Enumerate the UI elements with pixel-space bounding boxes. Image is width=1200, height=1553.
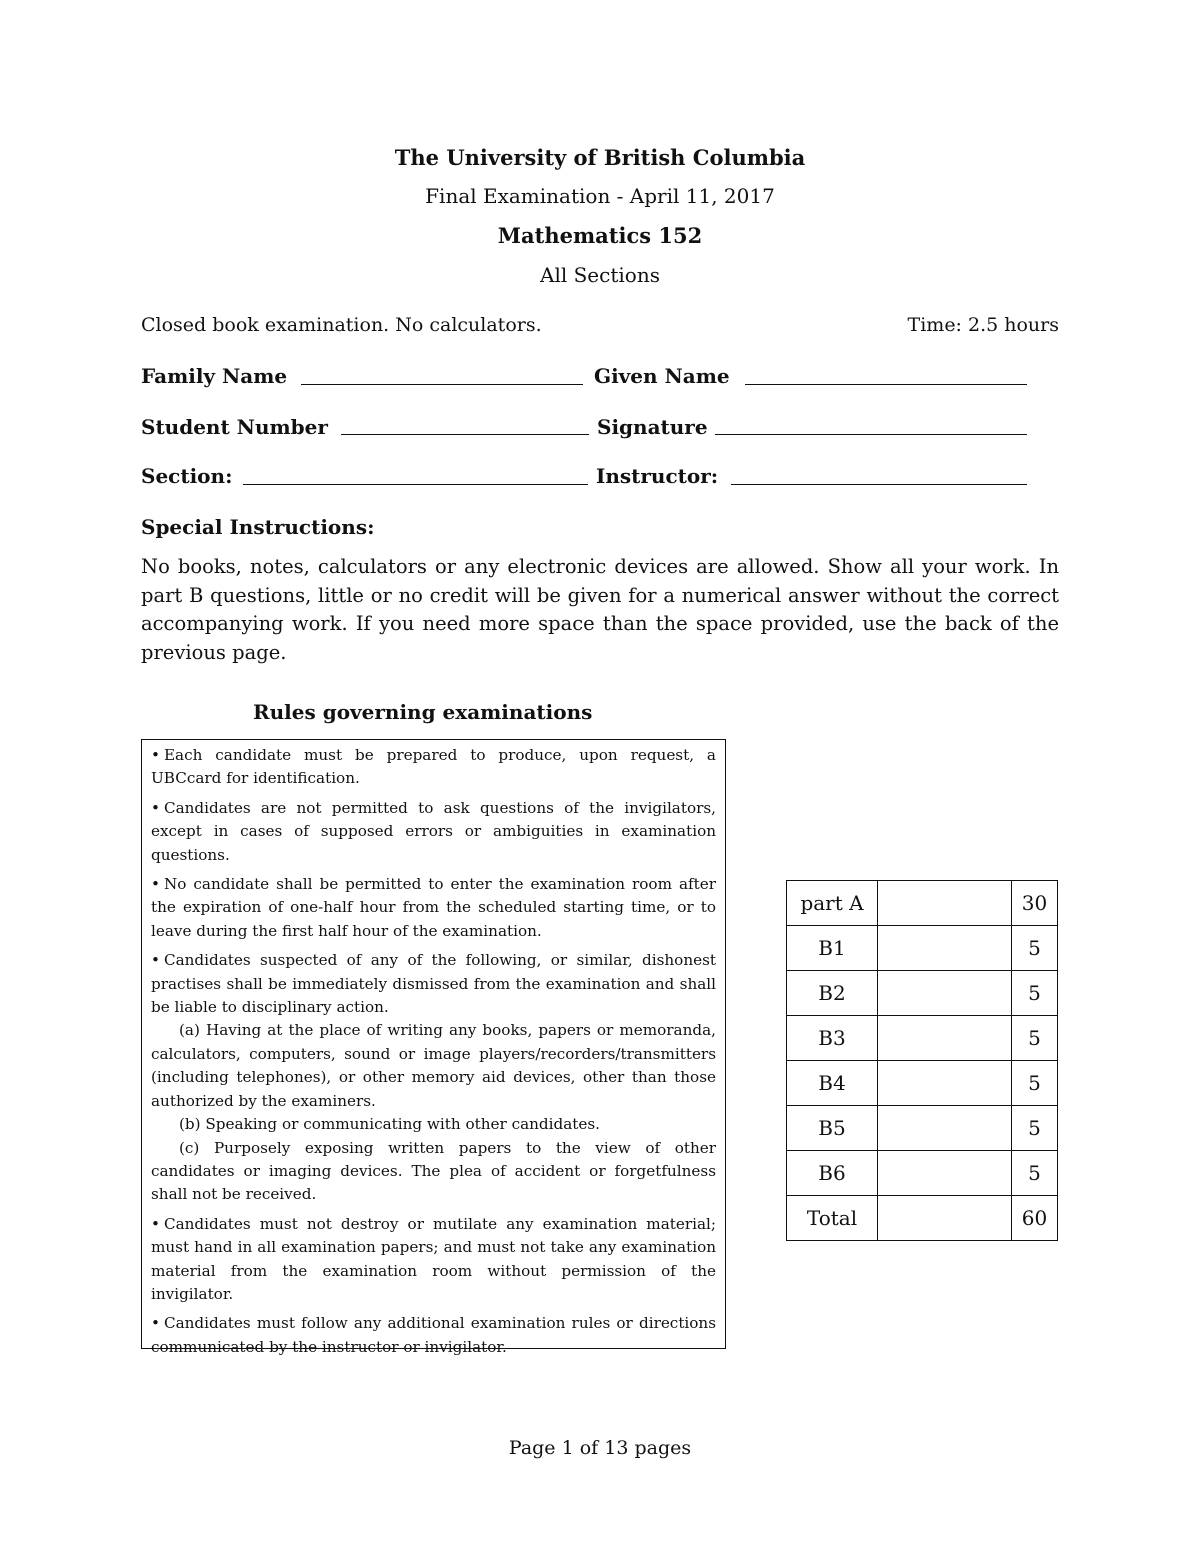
score-entry-cell[interactable] bbox=[878, 971, 1012, 1016]
student-number-label: Student Number bbox=[141, 415, 328, 439]
score-label: B1 bbox=[787, 926, 878, 971]
family-name-label: Family Name bbox=[141, 364, 288, 388]
instructor-field[interactable] bbox=[731, 484, 1027, 485]
score-row bbox=[787, 881, 1058, 926]
score-label: B5 bbox=[787, 1106, 878, 1151]
rule-item: • Candidates are not permitted to ask questions of the invigilators, except in cases of supposed errors or ambiguities in examination questions. bbox=[151, 798, 716, 864]
score-points: 5 bbox=[1012, 926, 1058, 971]
score-points: 30 bbox=[1012, 881, 1058, 926]
rule-item: • Candidates must follow any additional examination rules or directions communicated by the instructor or invigilator. bbox=[151, 1314, 716, 1356]
signature-label: Signature bbox=[597, 415, 708, 439]
special-instructions-text: No books, notes, calculators or any electronic devices are allowed. Show all your work. In part B questions, little or no credit will be given for a numerical answer without the correct accompanying work. If you need more space than the space provided, use the back of the previous page. bbox=[141, 555, 1059, 664]
bullet-icon: • bbox=[151, 1214, 160, 1233]
score-row bbox=[787, 1016, 1058, 1061]
score-points: 5 bbox=[1012, 1061, 1058, 1106]
student-number-field[interactable] bbox=[341, 434, 589, 435]
instructor-label: Instructor: bbox=[596, 464, 719, 488]
score-entry-cell[interactable] bbox=[878, 1151, 1012, 1196]
university-title: The University of British Columbia bbox=[394, 145, 806, 170]
score-entry-cell[interactable] bbox=[878, 1016, 1012, 1061]
score-row bbox=[787, 926, 1058, 971]
score-entry-cell[interactable] bbox=[878, 1196, 1012, 1241]
score-label: B6 bbox=[787, 1151, 878, 1196]
given-name-label: Given Name bbox=[594, 364, 730, 388]
exam-date: Final Examination - April 11, 2017 bbox=[425, 184, 775, 208]
score-points: 5 bbox=[1012, 1106, 1058, 1151]
score-row bbox=[787, 1151, 1058, 1196]
rules-heading: Rules governing examinations bbox=[253, 700, 593, 724]
score-points: 5 bbox=[1012, 971, 1058, 1016]
rules-box bbox=[141, 739, 726, 1356]
rule-item: • No candidate shall be permitted to enter the examination room after the expiration of one-half hour from the scheduled starting time, or to leave during the first half hour of the examination. bbox=[151, 875, 716, 940]
bullet-icon: • bbox=[151, 798, 160, 817]
score-entry-cell[interactable] bbox=[878, 1061, 1012, 1106]
rule-item: • Candidates suspected of any of the following, or similar, dishonest practises shall be immediately dismissed from the examination and shall be liable to disciplinary action. bbox=[151, 951, 716, 1017]
bullet-icon: • bbox=[151, 875, 160, 894]
family-name-field[interactable] bbox=[301, 384, 583, 385]
score-points: 5 bbox=[1012, 1016, 1058, 1061]
score-entry-cell[interactable] bbox=[878, 926, 1012, 971]
section-field[interactable] bbox=[243, 484, 588, 485]
score-row bbox=[787, 1061, 1058, 1106]
given-name-field[interactable] bbox=[745, 384, 1027, 385]
rule-item: • Each candidate must be prepared to produce, upon request, a UBCcard for identification. bbox=[151, 746, 716, 788]
score-label: B3 bbox=[787, 1016, 878, 1061]
score-points: 60 bbox=[1012, 1196, 1058, 1241]
score-label: B4 bbox=[787, 1061, 878, 1106]
page-number: Page 1 of 13 pages bbox=[508, 1437, 692, 1459]
course-title: Mathematics 152 bbox=[497, 223, 703, 248]
section-label: Section: bbox=[141, 464, 233, 488]
score-points: 5 bbox=[1012, 1151, 1058, 1196]
rule-item: • Candidates must not destroy or mutilate any examination material; must hand in all examination papers; and must not take any examination material from the examination room without permission of the invigilator. bbox=[151, 1214, 716, 1303]
rule-subitem: (a) Having at the place of writing any books, papers or memoranda, calculators, computers, sound or image players/recorders/transmitters (including telephones), or other memory aid devices, other than those authorized by the examiners. bbox=[151, 1021, 716, 1110]
signature-field[interactable] bbox=[715, 434, 1027, 435]
score-label: part A bbox=[787, 881, 878, 926]
rule-subitem: (b) Speaking or communicating with other candidates. bbox=[179, 1115, 601, 1134]
score-row bbox=[787, 1196, 1058, 1241]
score-label: B2 bbox=[787, 971, 878, 1016]
rule-subitem: (c) Purposely exposing written papers to the view of other candidates or imaging devices. The plea of accident or forgetfulness shall not be received. bbox=[151, 1138, 716, 1204]
sections-label: All Sections bbox=[540, 263, 660, 287]
score-label: Total bbox=[787, 1196, 878, 1241]
time-limit: Time: 2.5 hours bbox=[907, 314, 1059, 336]
score-row bbox=[787, 971, 1058, 1016]
closed-book-note: Closed book examination. No calculators. bbox=[141, 314, 542, 336]
score-entry-cell[interactable] bbox=[878, 881, 1012, 926]
bullet-icon: • bbox=[151, 951, 160, 970]
score-table bbox=[786, 880, 1058, 1241]
bullet-icon: • bbox=[151, 1314, 160, 1333]
score-row bbox=[787, 1106, 1058, 1151]
special-instructions-heading: Special Instructions: bbox=[141, 515, 375, 539]
score-entry-cell[interactable] bbox=[878, 1106, 1012, 1151]
bullet-icon: • bbox=[151, 746, 160, 764]
